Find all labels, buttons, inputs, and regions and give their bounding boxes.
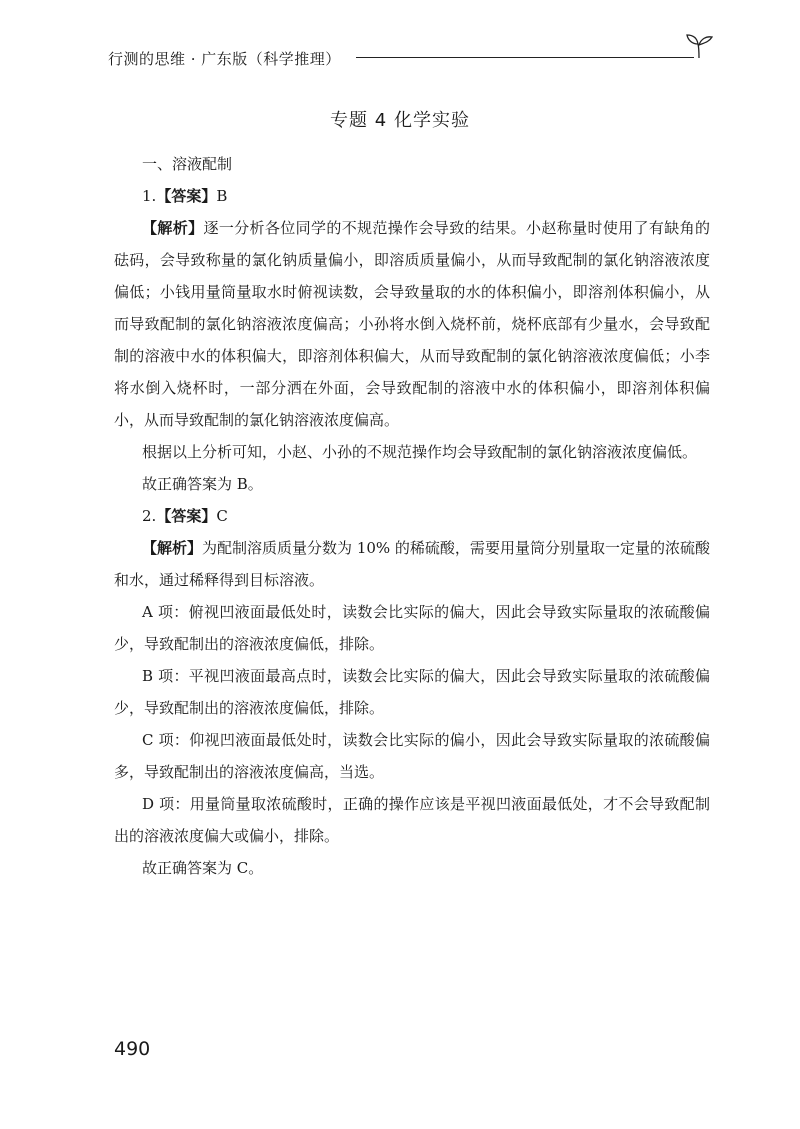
question-1-answer bbox=[114, 180, 710, 212]
page-content bbox=[114, 148, 710, 884]
question-1-analysis bbox=[114, 212, 710, 436]
analysis-label: 【解析】 bbox=[142, 539, 203, 557]
analysis-text: 为配制溶质质量分数为 10% 的稀硫酸，需要用量筒分别量取一定量的浓硫酸和水，通过稀释得到目标溶液。 bbox=[114, 539, 710, 589]
chapter-title: 专题 4 化学实验 bbox=[330, 110, 470, 131]
answer-value: C bbox=[216, 507, 228, 525]
question-2-analysis bbox=[114, 532, 710, 596]
answer-label: 【答案】 bbox=[156, 507, 217, 525]
analysis-label: 【解析】 bbox=[142, 219, 204, 237]
question-1-conclusion: 故正确答案为 B。 bbox=[142, 475, 263, 493]
page-number: 490 bbox=[114, 1038, 151, 1060]
running-header bbox=[108, 36, 708, 72]
running-title: 行测的思维 · 广东版（科学推理） bbox=[108, 50, 341, 68]
question-number: 2. bbox=[142, 507, 157, 525]
option-b-explanation: B 项：平视凹液面最高点时，读数会比实际的偏大，因此会导致实际量取的浓硫酸偏少，导致配制出的溶液浓度偏低，排除。 bbox=[114, 667, 710, 717]
header-rule bbox=[356, 57, 694, 58]
analysis-text: 逐一分析各位同学的不规范操作会导致的结果。小赵称量时使用了有缺角的砝码，会导致称量的氯化钠质量偏小，即溶质质量偏小，从而导致配制的氯化钠溶液浓度偏低；小钱用量筒量取水时俯视读数，会导致量取的水的体积偏小，即溶剂体积偏小，从而导致配制的氯化钠溶液浓度偏高；小孙将水倒入烧杯前，烧杯底部有少量水，会导致配制的溶液中水的体积偏大，即溶剂体积偏大，从而导致配制的氯化钠溶液浓度偏低；小李将水倒入烧杯时，一部分洒在外面，会导致配制的溶液中水的体积偏小，即溶剂体积偏小，从而导致配制的氯化钠溶液浓度偏高。 bbox=[114, 219, 710, 429]
option-d-explanation: D 项：用量筒量取浓硫酸时，正确的操作应该是平视凹液面最低处，才不会导致配制出的溶液浓度偏大或偏小，排除。 bbox=[114, 795, 710, 845]
question-number: 1. bbox=[142, 187, 157, 205]
sprout-icon bbox=[684, 30, 714, 60]
section-heading: 一、溶液配制 bbox=[142, 155, 233, 173]
question-2-conclusion: 故正确答案为 C。 bbox=[142, 859, 264, 877]
answer-value: B bbox=[216, 187, 228, 205]
question-1-summary: 根据以上分析可知，小赵、小孙的不规范操作均会导致配制的氯化钠溶液浓度偏低。 bbox=[142, 443, 698, 461]
question-2-answer bbox=[114, 500, 710, 532]
option-a-explanation: A 项：俯视凹液面最低处时，读数会比实际的偏大，因此会导致实际量取的浓硫酸偏少，导致配制出的溶液浓度偏低，排除。 bbox=[114, 603, 710, 653]
option-c-explanation: C 项：仰视凹液面最低处时，读数会比实际的偏小，因此会导致实际量取的浓硫酸偏多，导致配制出的溶液浓度偏高，当选。 bbox=[114, 731, 710, 781]
answer-label: 【答案】 bbox=[156, 187, 217, 205]
